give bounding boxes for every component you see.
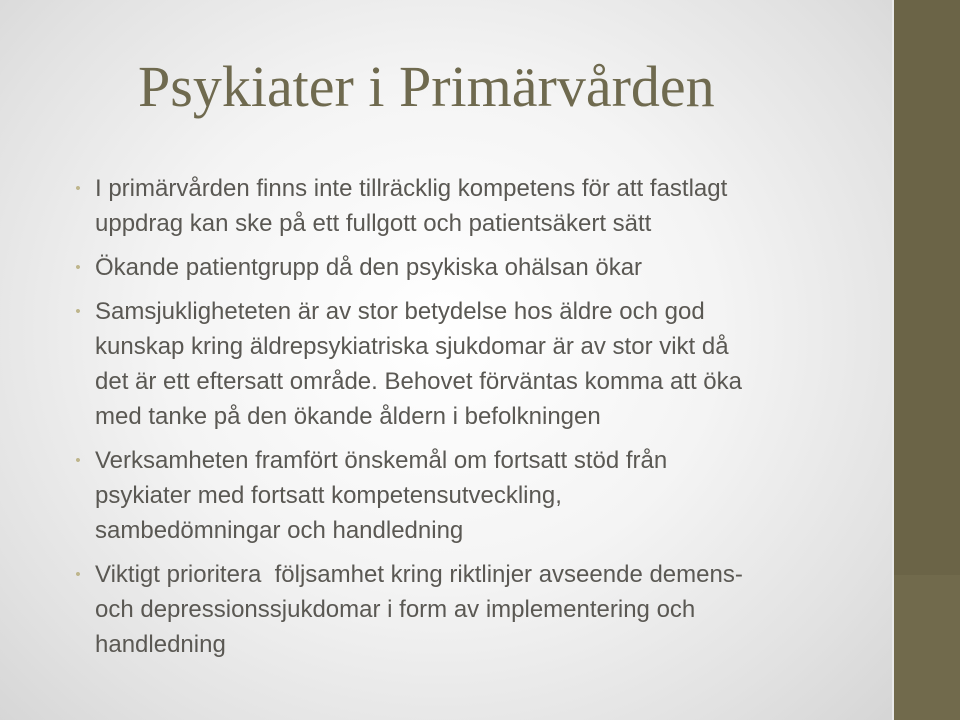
bullet-dot-icon: •	[75, 452, 81, 469]
bullet-item	[75, 557, 875, 662]
bullet-item	[75, 250, 875, 285]
bullet-dot-icon: •	[75, 566, 81, 583]
bullet-text-line: kunskap kring äldrepsykiatriska sjukdomar är av stor vikt då	[95, 333, 729, 360]
bullet-list	[75, 171, 875, 671]
bullet-dot-icon: •	[75, 303, 81, 320]
bullet-text-line: uppdrag kan ske på ett fullgott och patientsäkert sätt	[95, 210, 652, 237]
bullet-text-line: I primärvården finns inte tillräcklig kompetens för att fastlagt	[95, 175, 728, 202]
bullet-item	[75, 171, 875, 241]
bullet-item	[75, 294, 875, 434]
bullet-item	[75, 443, 875, 548]
bullet-text-line: handledning	[95, 631, 226, 658]
accent-bar	[892, 0, 960, 720]
bullet-text-line: med tanke på den ökande åldern i befolkningen	[95, 403, 601, 430]
bullet-text-line: och depressionssjukdomar i form av implementering och	[95, 596, 696, 623]
bullet-text-line: Ökande patientgrupp då den psykiska ohälsan ökar	[95, 254, 643, 281]
bullet-text-line: Viktigt prioritera följsamhet kring riktlinjer avseende demens-	[95, 561, 743, 588]
bullet-dot-icon: •	[75, 180, 81, 197]
bullet-text-line: psykiater med fortsatt kompetensutveckling,	[95, 482, 562, 509]
bullet-text-line: Samsjukligheteten är av stor betydelse hos äldre och god	[95, 298, 705, 325]
accent-bar-lower-segment	[894, 575, 960, 720]
slide-title: Psykiater i Primärvården	[138, 54, 715, 119]
bullet-dot-icon: •	[75, 259, 81, 276]
bullet-text-line: sambedömningar och handledning	[95, 517, 464, 544]
bullet-text-line: det är ett eftersatt område. Behovet förväntas komma att öka	[95, 368, 742, 395]
bullet-text-line: Verksamheten framfört önskemål om fortsatt stöd från	[95, 447, 668, 474]
